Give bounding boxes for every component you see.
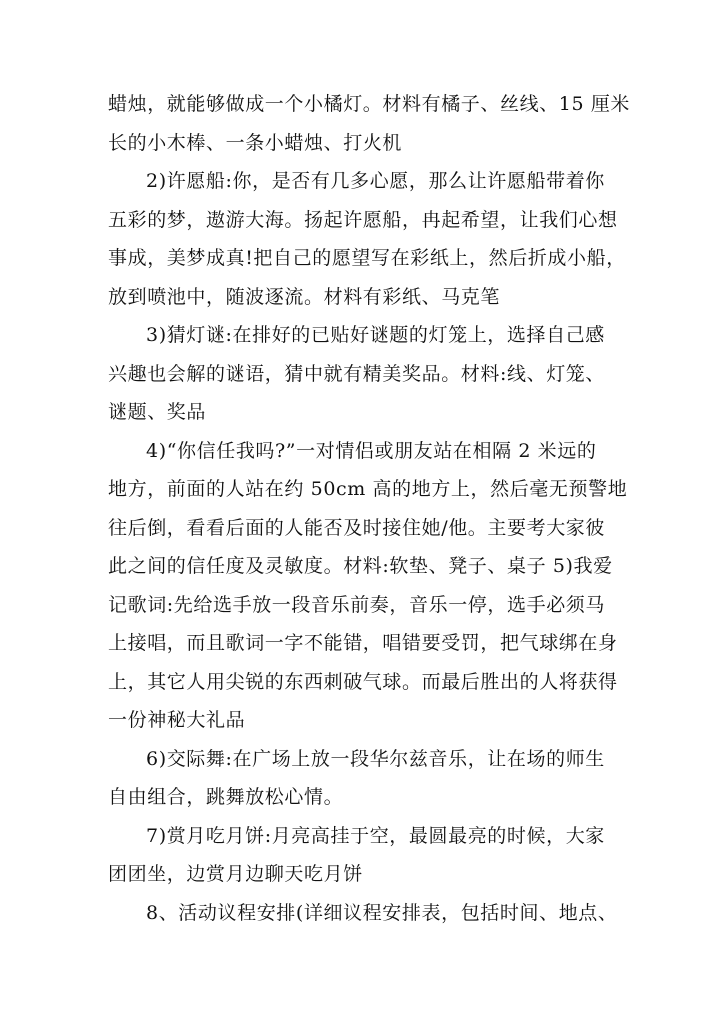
text-line: 蜡烛，就能够做成一个小橘灯。材料有橘子、丝线、15 厘米 [108, 93, 631, 115]
paragraph-start-line: 6)交际舞:在广场上放一段华尔兹音乐，让在场的师生 [146, 748, 605, 770]
text-line: 自由组合，跳舞放松心情。 [108, 786, 344, 808]
text-line: 此之间的信任度及灵敏度。材料:软垫、凳子、桌子 5)我爱 [108, 555, 613, 577]
text-line: 地方，前面的人站在约 50cm 高的地方上，然后毫无预警地 [108, 478, 628, 500]
paragraph-start-line: 2)许愿船:你，是否有几多心愿，那么让许愿船带着你 [146, 170, 605, 192]
text-line: 一份神秘大礼品 [108, 709, 246, 731]
text-line: 上接唱，而且歌词一字不能错，唱错要受罚，把气球绑在身 [108, 632, 618, 654]
text-line: 长的小木棒、一条小蜡烛、打火机 [108, 132, 403, 154]
text-line: 上，其它人用尖锐的东西刺破气球。而最后胜出的人将获得 [108, 671, 618, 693]
text-line: 团团坐，边赏月边聊天吃月饼 [108, 863, 363, 885]
paragraph-start-line: 7)赏月吃月饼:月亮高挂于空，最圆最亮的时候，大家 [146, 825, 605, 847]
text-line: 事成，美梦成真!把自己的愿望写在彩纸上，然后折成小船， [108, 247, 626, 269]
text-line: 兴趣也会解的谜语，猜中就有精美奖品。材料:线、灯笼、 [108, 363, 606, 385]
text-line: 往后倒，看看后面的人能否及时接住她/他。主要考大家彼 [108, 517, 606, 539]
text-line: 记歌词:先给选手放一段音乐前奏，音乐一停，选手必须马 [108, 594, 606, 616]
paragraph-start-line: 8、活动议程安排(详细议程安排表，包括时间、地点、 [146, 902, 618, 924]
text-line: 谜题、奖品 [108, 401, 207, 423]
paragraph-start-line: 4)“你信任我吗?”一对情侣或朋友站在相隔 2 米远的 [146, 440, 597, 462]
paragraph-start-line: 3)猜灯谜:在排好的已贴好谜题的灯笼上，选择自己感 [146, 324, 605, 346]
text-line: 五彩的梦，遨游大海。扬起许愿船，冉起希望，让我们心想 [108, 209, 618, 231]
text-line: 放到喷池中，随波逐流。材料有彩纸、马克笔 [108, 286, 501, 308]
